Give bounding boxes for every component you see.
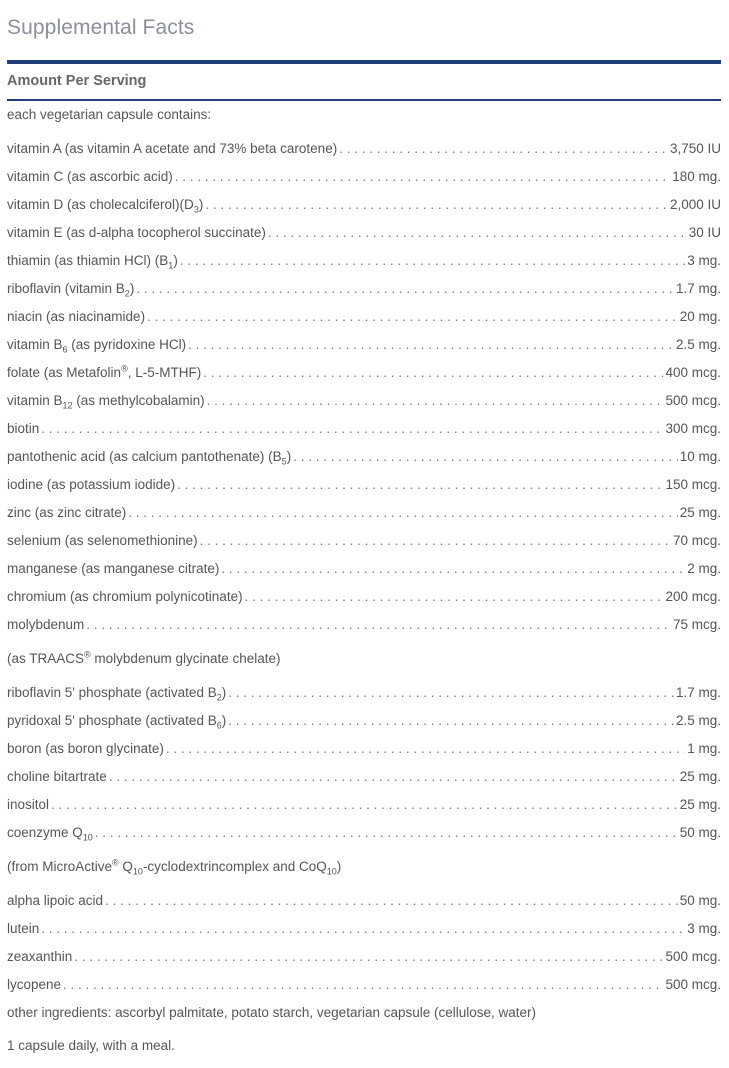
nutrient-amount: 400 mcg. [665, 365, 721, 380]
intro-label: each vegetarian capsule contains: [7, 107, 212, 122]
dot-leader [221, 560, 685, 578]
nutrient-name: thiamin (as thiamin HCl) $(B_1)$ [7, 253, 178, 271]
dot-leader [177, 476, 663, 494]
nutrient-row [7, 192, 721, 214]
directions-text: 1 capsule daily, with a meal. [7, 1038, 175, 1053]
nutrient-row [7, 792, 721, 814]
dot-leader [245, 588, 664, 606]
nutrient-name: zeaxanthin [7, 949, 73, 964]
nutrient-name: vitamin C (as ascorbic acid) [7, 169, 173, 184]
dot-leader [339, 140, 668, 158]
nutrient-amount: 20 mg. [679, 309, 721, 324]
page-title: Supplemental Facts [7, 16, 195, 39]
nutrient-amount: 500 mcg. [665, 977, 721, 992]
dot-leader [188, 336, 674, 354]
nutrient-amount: 1.7 mg. [675, 685, 721, 700]
intro-text [7, 102, 721, 124]
nutrient-amount: 1 mg. [687, 741, 721, 756]
dot-leader [63, 976, 663, 994]
nutrient-amount: 300 mcg. [665, 421, 721, 436]
nutrient-amount: 30 IU [688, 225, 721, 240]
dot-leader [203, 364, 663, 382]
nutrient-amount: 2.5 mg. [675, 713, 721, 728]
nutrient-name: chromium (as chromium polynicotinate) [7, 589, 243, 604]
nutrient-row [7, 612, 721, 634]
nutrient-name: boron (as boron glycinate) [7, 741, 164, 756]
nutrient-name: riboflavin 5' phosphate (activated $B_2$) [7, 685, 227, 703]
nutrient-amount: 180 mg. [672, 169, 721, 184]
nutrient-amount: 3 mg. [687, 253, 721, 268]
nutrient-amount: 3,750 IU [669, 141, 721, 156]
directions [7, 1033, 721, 1055]
dot-leader [228, 684, 674, 702]
nutrient-amount: 200 mcg. [665, 589, 721, 604]
dot-leader [166, 740, 685, 758]
nutrient-row [7, 388, 721, 410]
nutrient-name: biotin [7, 421, 40, 436]
nutrient-row [7, 764, 721, 786]
nutrient-name: vitamin A (as vitamin A acetate and 73% beta carotene) [7, 141, 338, 156]
nutrient-row [7, 584, 721, 606]
nutrient-row [7, 164, 721, 186]
nutrient-amount: 25 mg. [679, 505, 721, 520]
top-divider [7, 60, 721, 64]
nutrient-name: folate (as Metafolin®, L-5-MTHF) [7, 363, 202, 380]
dot-leader [95, 824, 678, 842]
nutrient-amount: 10 mg. [679, 449, 721, 464]
nutrient-name: alpha lipoic acid [7, 893, 104, 908]
nutrient-name: iodine (as potassium iodide) [7, 477, 176, 492]
nutrient-amount: 500 mcg. [665, 393, 721, 408]
other-ingredients-text: other ingredients: ascorbyl palmitate, potato starch, vegetarian capsule (cellulose, water) [7, 1005, 537, 1020]
dot-leader [200, 532, 671, 550]
nutrient-amount: 70 mcg. [672, 533, 721, 548]
nutrient-row [7, 416, 721, 438]
nutrient-row [7, 944, 721, 966]
nutrient-row [7, 528, 721, 550]
nutrient-amount: 2,000 IU [669, 197, 721, 212]
nutrient-row [7, 708, 721, 730]
other-ingredients [7, 1000, 721, 1022]
nutrient-row [7, 680, 721, 702]
nutrient-row [7, 472, 721, 494]
nutrient-row [7, 888, 721, 910]
nutrient-row [7, 500, 721, 522]
dot-leader [207, 392, 664, 410]
nutrient-amount: 3 mg. [687, 921, 721, 936]
nutrient-row [7, 736, 721, 758]
nutrient-name: inositol [7, 797, 50, 812]
dot-leader [74, 948, 663, 966]
nutrient-note-text: (as TRAACS® molybdenum glycinate chelate) [7, 649, 281, 666]
dot-leader [180, 252, 685, 270]
nutrient-amount: 2.5 mg. [675, 337, 721, 352]
nutrient-name: riboflavin (vitamin $B_2$) [7, 281, 135, 299]
nutrient-name: lycopene [7, 977, 62, 992]
dot-leader [136, 280, 674, 298]
dot-leader [41, 420, 663, 438]
nutrient-amount: 25 mg. [679, 769, 721, 784]
nutrient-amount: 2 mg. [687, 561, 721, 576]
nutrient-row [7, 444, 721, 466]
nutrient-name: lutein [7, 921, 40, 936]
dot-leader [109, 768, 678, 786]
nutrient-row [7, 820, 721, 842]
nutrient-name: molybdenum [7, 617, 85, 632]
nutrient-amount: 50 mg. [679, 825, 721, 840]
dot-leader [86, 616, 671, 634]
nutrient-row [7, 556, 721, 578]
nutrient-row [7, 276, 721, 298]
nutrient-row [7, 972, 721, 994]
dot-leader [293, 448, 678, 466]
nutrient-name: zinc (as zinc citrate) [7, 505, 127, 520]
nutrient-amount: 500 mcg. [665, 949, 721, 964]
nutrient-name: pantothenic acid (as calcium pantothenate) $(B_5)$ [7, 449, 292, 467]
dot-leader [41, 920, 685, 938]
nutrient-row [7, 248, 721, 270]
nutrient-amount: 25 mg. [679, 797, 721, 812]
nutrient-amount: 50 mg. [679, 893, 721, 908]
dot-leader [268, 224, 687, 242]
dot-leader [175, 168, 670, 186]
amount-per-serving-heading: Amount Per Serving [7, 73, 147, 89]
nutrient-row [7, 332, 721, 354]
nutrient-row [7, 304, 721, 326]
nutrient-name: selenium (as selenomethionine) [7, 533, 198, 548]
nutrient-row [7, 220, 721, 242]
nutrient-note [7, 646, 721, 668]
nutrient-name: vitamin D (as $cholecalciferol)(D_3)$ [7, 197, 204, 215]
dot-leader [147, 308, 678, 326]
nutrient-name: pyridoxal 5' phosphate (activated $B_6$) [7, 713, 227, 731]
nutrient-name: vitamin $B_{12}$ (as methylcobalamin) [7, 393, 205, 411]
nutrient-row [7, 136, 721, 158]
nutrient-name: manganese (as manganese citrate) [7, 561, 220, 576]
nutrient-note-text: (from MicroActive® $Q_{10}$-cyclodextrincomplex and CoQ$_{10}$) [7, 857, 342, 877]
nutrient-name: coenzyme $Q_{10}$ [7, 825, 93, 843]
dot-leader [105, 892, 678, 910]
dot-leader [228, 712, 674, 730]
nutrient-name: vitamin E (as d-alpha tocopherol succinate) [7, 225, 266, 240]
dot-leader [51, 796, 678, 814]
nutrient-amount: 75 mcg. [672, 617, 721, 632]
nutrient-name: vitamin $B_6$ (as pyridoxine HCl) [7, 337, 187, 355]
heading-divider [7, 99, 721, 101]
dot-leader [205, 196, 668, 214]
dot-leader [128, 504, 677, 522]
nutrient-amount: 1.7 mg. [675, 281, 721, 296]
nutrient-amount: 150 mcg. [665, 477, 721, 492]
nutrient-name: niacin (as niacinamide) [7, 309, 146, 324]
nutrient-note [7, 854, 721, 876]
nutrient-row [7, 360, 721, 382]
nutrient-row [7, 916, 721, 938]
nutrient-name: choline bitartrate [7, 769, 107, 784]
